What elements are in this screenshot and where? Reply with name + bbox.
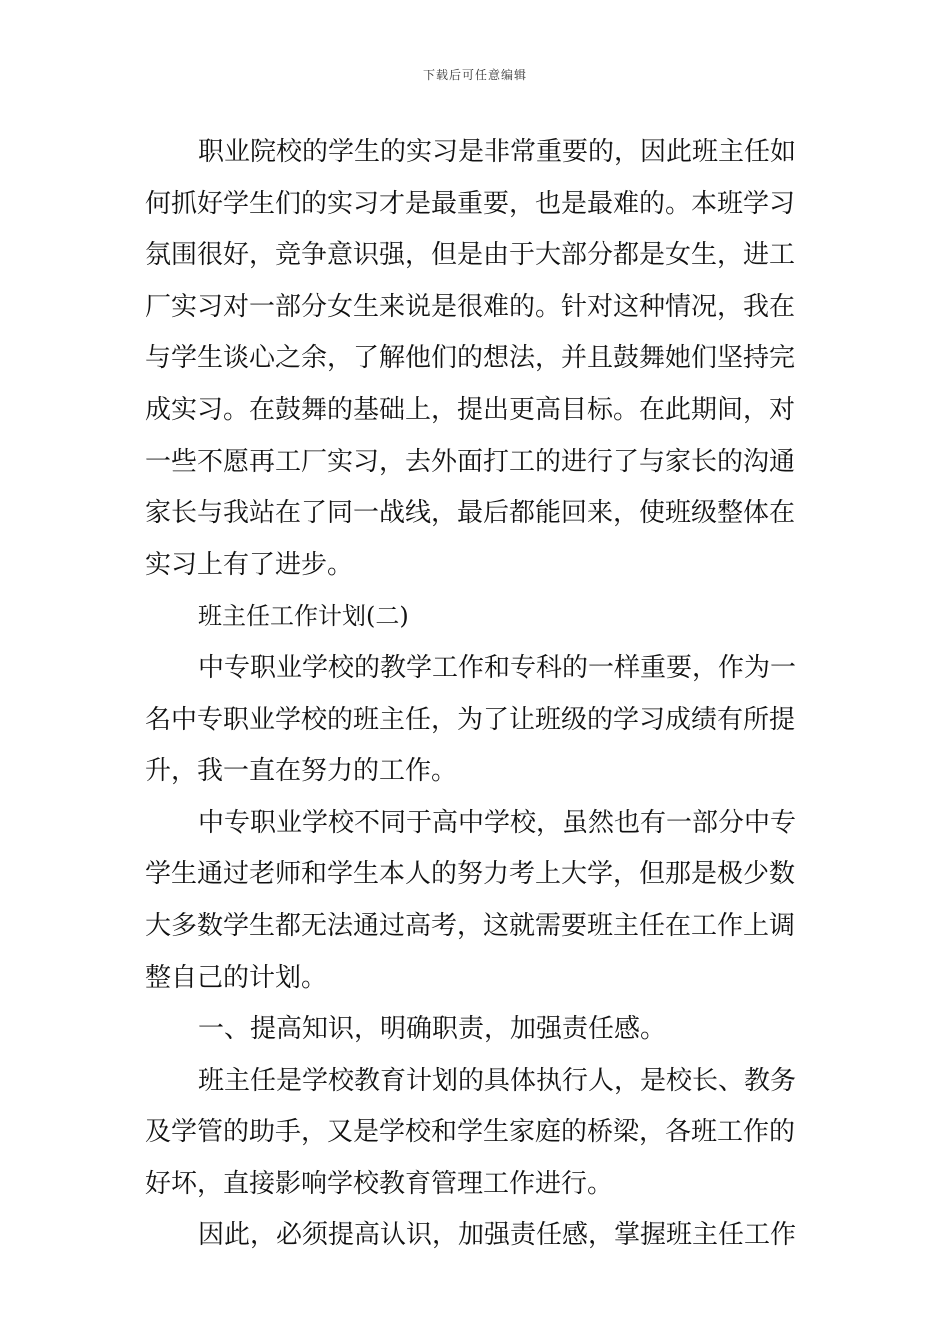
text-line: 班主任是学校教育计划的具体执行人，是校长、教务: [198, 1065, 797, 1096]
text-line: 学生通过老师和学生本人的努力考上大学，但那是极少数: [145, 859, 796, 890]
text-line: 实习上有了进步。: [145, 549, 354, 580]
section-heading: 班主任工作计划(二): [198, 602, 409, 631]
text-line: 成实习。在鼓舞的基础上，提出更高目标。在此期间，对: [145, 394, 796, 425]
header-note: 下载后可任意编辑: [422, 68, 527, 82]
subheading-line: 一、提高知识，明确职责，加强责任感。: [198, 1014, 667, 1045]
text-line: 一些不愿再工厂实习，去外面打工的进行了与家长的沟通: [145, 446, 796, 477]
text-line: 家长与我站在了同一战线，最后都能回来，使班级整体在: [145, 498, 796, 529]
text-line: 大多数学生都无法通过高考，这就需要班主任在工作上调: [145, 910, 796, 941]
text-line: 因此，必须提高认识，加强责任感，掌握班主任工作: [198, 1220, 797, 1251]
text-line: 与学生谈心之余，了解他们的想法，并且鼓舞她们坚持完: [145, 343, 796, 374]
text-line: 厂实习对一部分女生来说是很难的。针对这种情况，我在: [145, 291, 796, 322]
text-line: 整自己的计划。: [145, 962, 328, 993]
text-line: 何抓好学生们的实习才是最重要，也是最难的。本班学习: [145, 188, 796, 219]
text-line: 及学管的助手，又是学校和学生家庭的桥梁，各班工作的: [145, 1117, 796, 1148]
text-line: 中专职业学校的教学工作和专科的一样重要，作为一: [198, 652, 797, 683]
text-line: 升，我一直在努力的工作。: [145, 756, 458, 787]
text-line: 职业院校的学生的实习是非常重要的，因此班主任如: [198, 137, 797, 167]
text-line: 中专职业学校不同于高中学校，虽然也有一部分中专: [198, 807, 797, 838]
text-line: 好坏，直接影响学校教育管理工作进行。: [145, 1168, 614, 1199]
text-line: 名中专职业学校的班主任，为了让班级的学习成绩有所提: [145, 704, 796, 735]
text-line: 氛围很好，竞争意识强，但是由于大部分都是女生，进工: [145, 240, 796, 271]
body-text: [145, 127, 810, 1262]
